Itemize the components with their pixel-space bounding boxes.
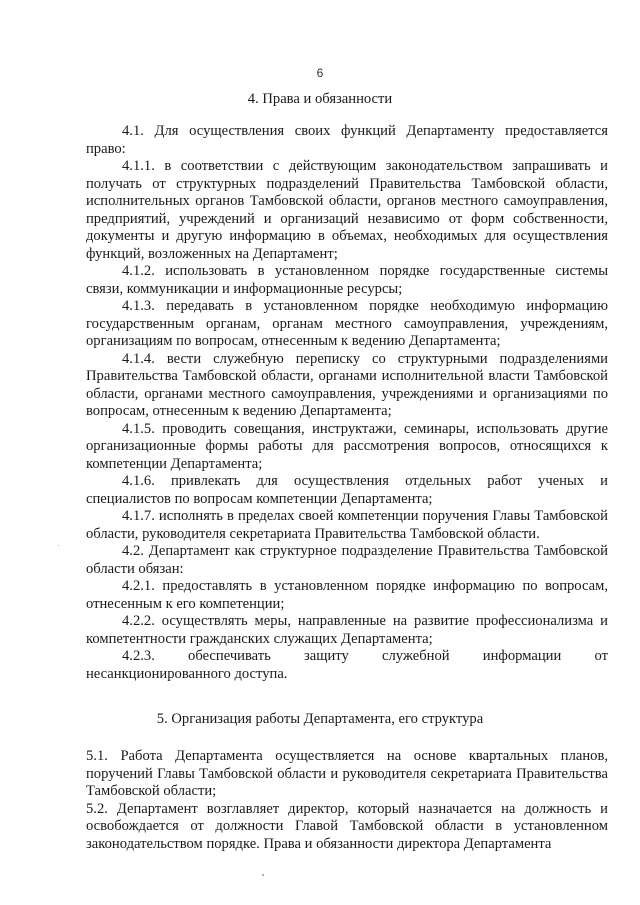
paragraph-4-1-5: 4.1.5. проводить совещания, инструктажи, семинары, использовать другие организационные формы работы для рассмотрения вопросов, относящихся к компетенции Департамента; <box>86 420 608 472</box>
paragraph-4-1-6: 4.1.6. привлекать для осуществления отдельных работ ученых и специалистов по вопросам компетенции Департамента; <box>86 473 608 507</box>
section-5-heading: 5. Организация работы Департамента, его структура <box>156 711 484 727</box>
section-4-body <box>86 123 608 683</box>
scan-speck <box>262 874 264 876</box>
section-4-heading: 4. Права и обязанности <box>247 91 393 107</box>
paragraph-4-1-2: 4.1.2. использовать в установленном порядке государственные системы связи, коммуникации и информационные ресурсы; <box>86 263 608 297</box>
scan-speck <box>58 545 59 546</box>
paragraph-4-1: 4.1. Для осуществления своих функций Департаменту предоставляется право: <box>86 123 608 157</box>
paragraph-5-2: 5.2. Департамент возглавляет директор, который назначается на должность и освобождается от должности Главой Тамбовской области в установленном законодательством порядке. Права и обязанности директора Департамента <box>86 800 608 852</box>
paragraph-4-1-3: 4.1.3. передавать в установленном порядке необходимую информацию государственным органам, органам местного самоуправления, учреждениям, организациям по вопросам, отнесенным к ведению Департамента; <box>86 298 608 349</box>
paragraph-4-1-7: 4.1.7. исполнять в пределах своей компетенции поручения Главы Тамбовской области, руководителя секретариата Правительства Тамбовской области. <box>86 508 608 542</box>
paragraph-4-2-2: 4.2.2. осуществлять меры, направленные на развитие профессионализма и компетентности гражданских служащих Департамента; <box>86 613 608 647</box>
page-number: 6 <box>316 66 324 80</box>
paragraph-4-2-3: 4.2.3. обеспечивать защиту служебной информации от несанкционированного доступа. <box>86 648 608 682</box>
section-5-body <box>86 748 608 853</box>
paragraph-4-2: 4.2. Департамент как структурное подразделение Правительства Тамбовской области обязан: <box>86 543 608 577</box>
paragraph-4-1-1: 4.1.1. в соответствии с действующим законодательством запрашивать и получать от структурных подразделений Правительства Тамбовской области, исполнительных органов Тамбовской области, органов местного самоуправления, предприятий, учреждений и организаций независимо от форм собственности, документы и другую информацию в объемах, необходимых для осуществления функций, возложенных на Департамент; <box>86 158 608 262</box>
paragraph-4-1-4: 4.1.4. вести служебную переписку со структурными подразделениями Правительства Тамбовской области, органами исполнительной власти Тамбовской области, органами местного самоуправления, учреждениями и организациями по вопросам, отнесенным к ведению Департамента; <box>86 350 608 419</box>
paragraph-5-1: 5.1. Работа Департамента осуществляется на основе квартальных планов, поручений Главы Тамбовской области и руководителя секретариата Правительства Тамбовской области; <box>86 748 608 799</box>
paragraph-4-2-1: 4.2.1. предоставлять в установленном порядке информацию по вопросам, отнесенным к его компетенции; <box>86 578 608 612</box>
